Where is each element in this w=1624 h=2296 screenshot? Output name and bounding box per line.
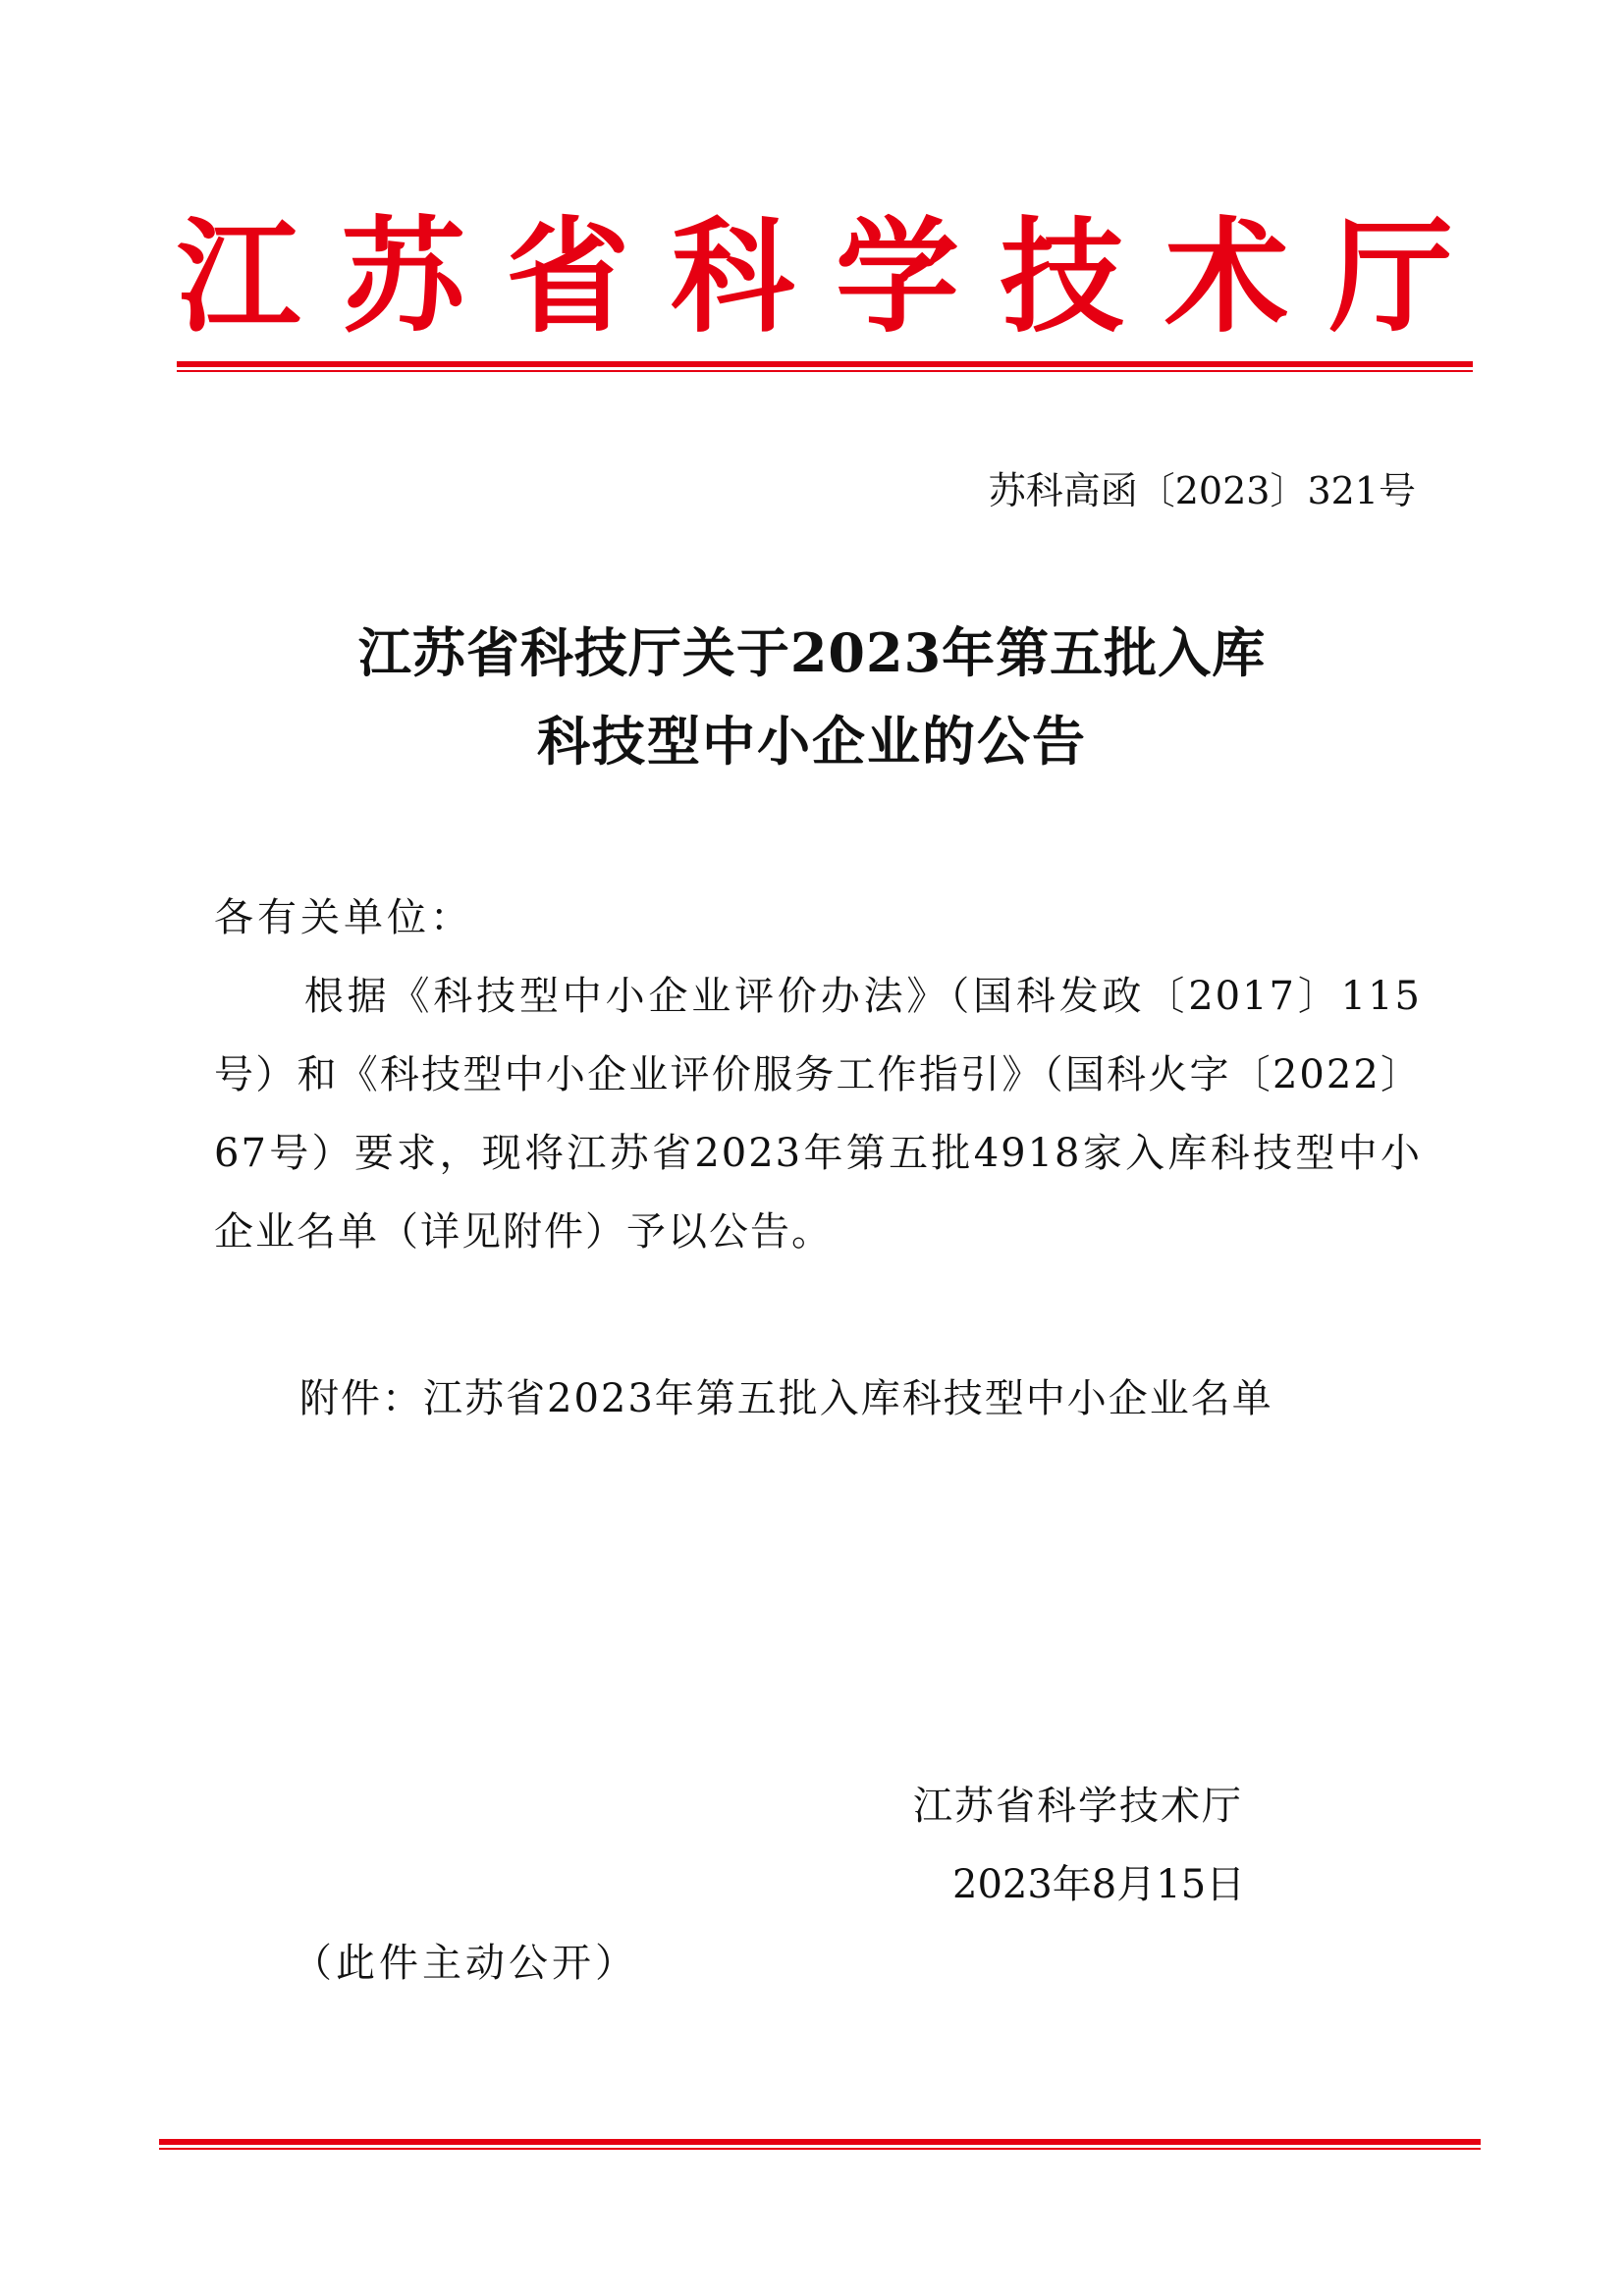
masthead-char: 省 xyxy=(506,205,630,349)
masthead-char: 科 xyxy=(671,205,795,349)
disclosure-note: （此件主动公开） xyxy=(293,1941,638,1986)
divider-thin-line xyxy=(159,2148,1481,2150)
masthead-char: 厅 xyxy=(1328,205,1453,349)
masthead xyxy=(177,204,1453,351)
document-title-line-1: 江苏省科技厅关于2023年第五批入库 xyxy=(357,621,1267,684)
masthead-char: 技 xyxy=(1000,205,1124,349)
body-paragraph xyxy=(214,957,1422,1271)
divider-thin-line xyxy=(177,370,1473,372)
divider-thick-line xyxy=(177,361,1473,367)
masthead-char: 学 xyxy=(835,205,959,349)
attachment-line: 附件：江苏省2023年第五批入库科技型中小企业名单 xyxy=(299,1376,1273,1421)
issuer-signature: 江苏省科学技术厅 xyxy=(913,1784,1243,1829)
masthead-char: 苏 xyxy=(341,205,465,349)
divider-thick-line xyxy=(159,2139,1481,2145)
issue-date: 2023年8月15日 xyxy=(952,1862,1246,1907)
masthead-char: 江 xyxy=(177,205,300,349)
salutation: 各有关单位： xyxy=(214,895,473,940)
document-number: 苏科高函〔2023〕321号 xyxy=(988,469,1416,512)
document-title-line-2: 科技型中小企业的公告 xyxy=(537,710,1087,773)
masthead-char: 术 xyxy=(1164,205,1289,349)
body-paragraph-text: 根据《科技型中小企业评价办法》（国科发政〔2017〕115号）和《科技型中小企业评价服务工作指引》（国科火字〔2022〕67号）要求，现将江苏省2023年第五批4918家入库科技型中小企业名单（详见附件）予以公告。 xyxy=(214,974,1422,1255)
